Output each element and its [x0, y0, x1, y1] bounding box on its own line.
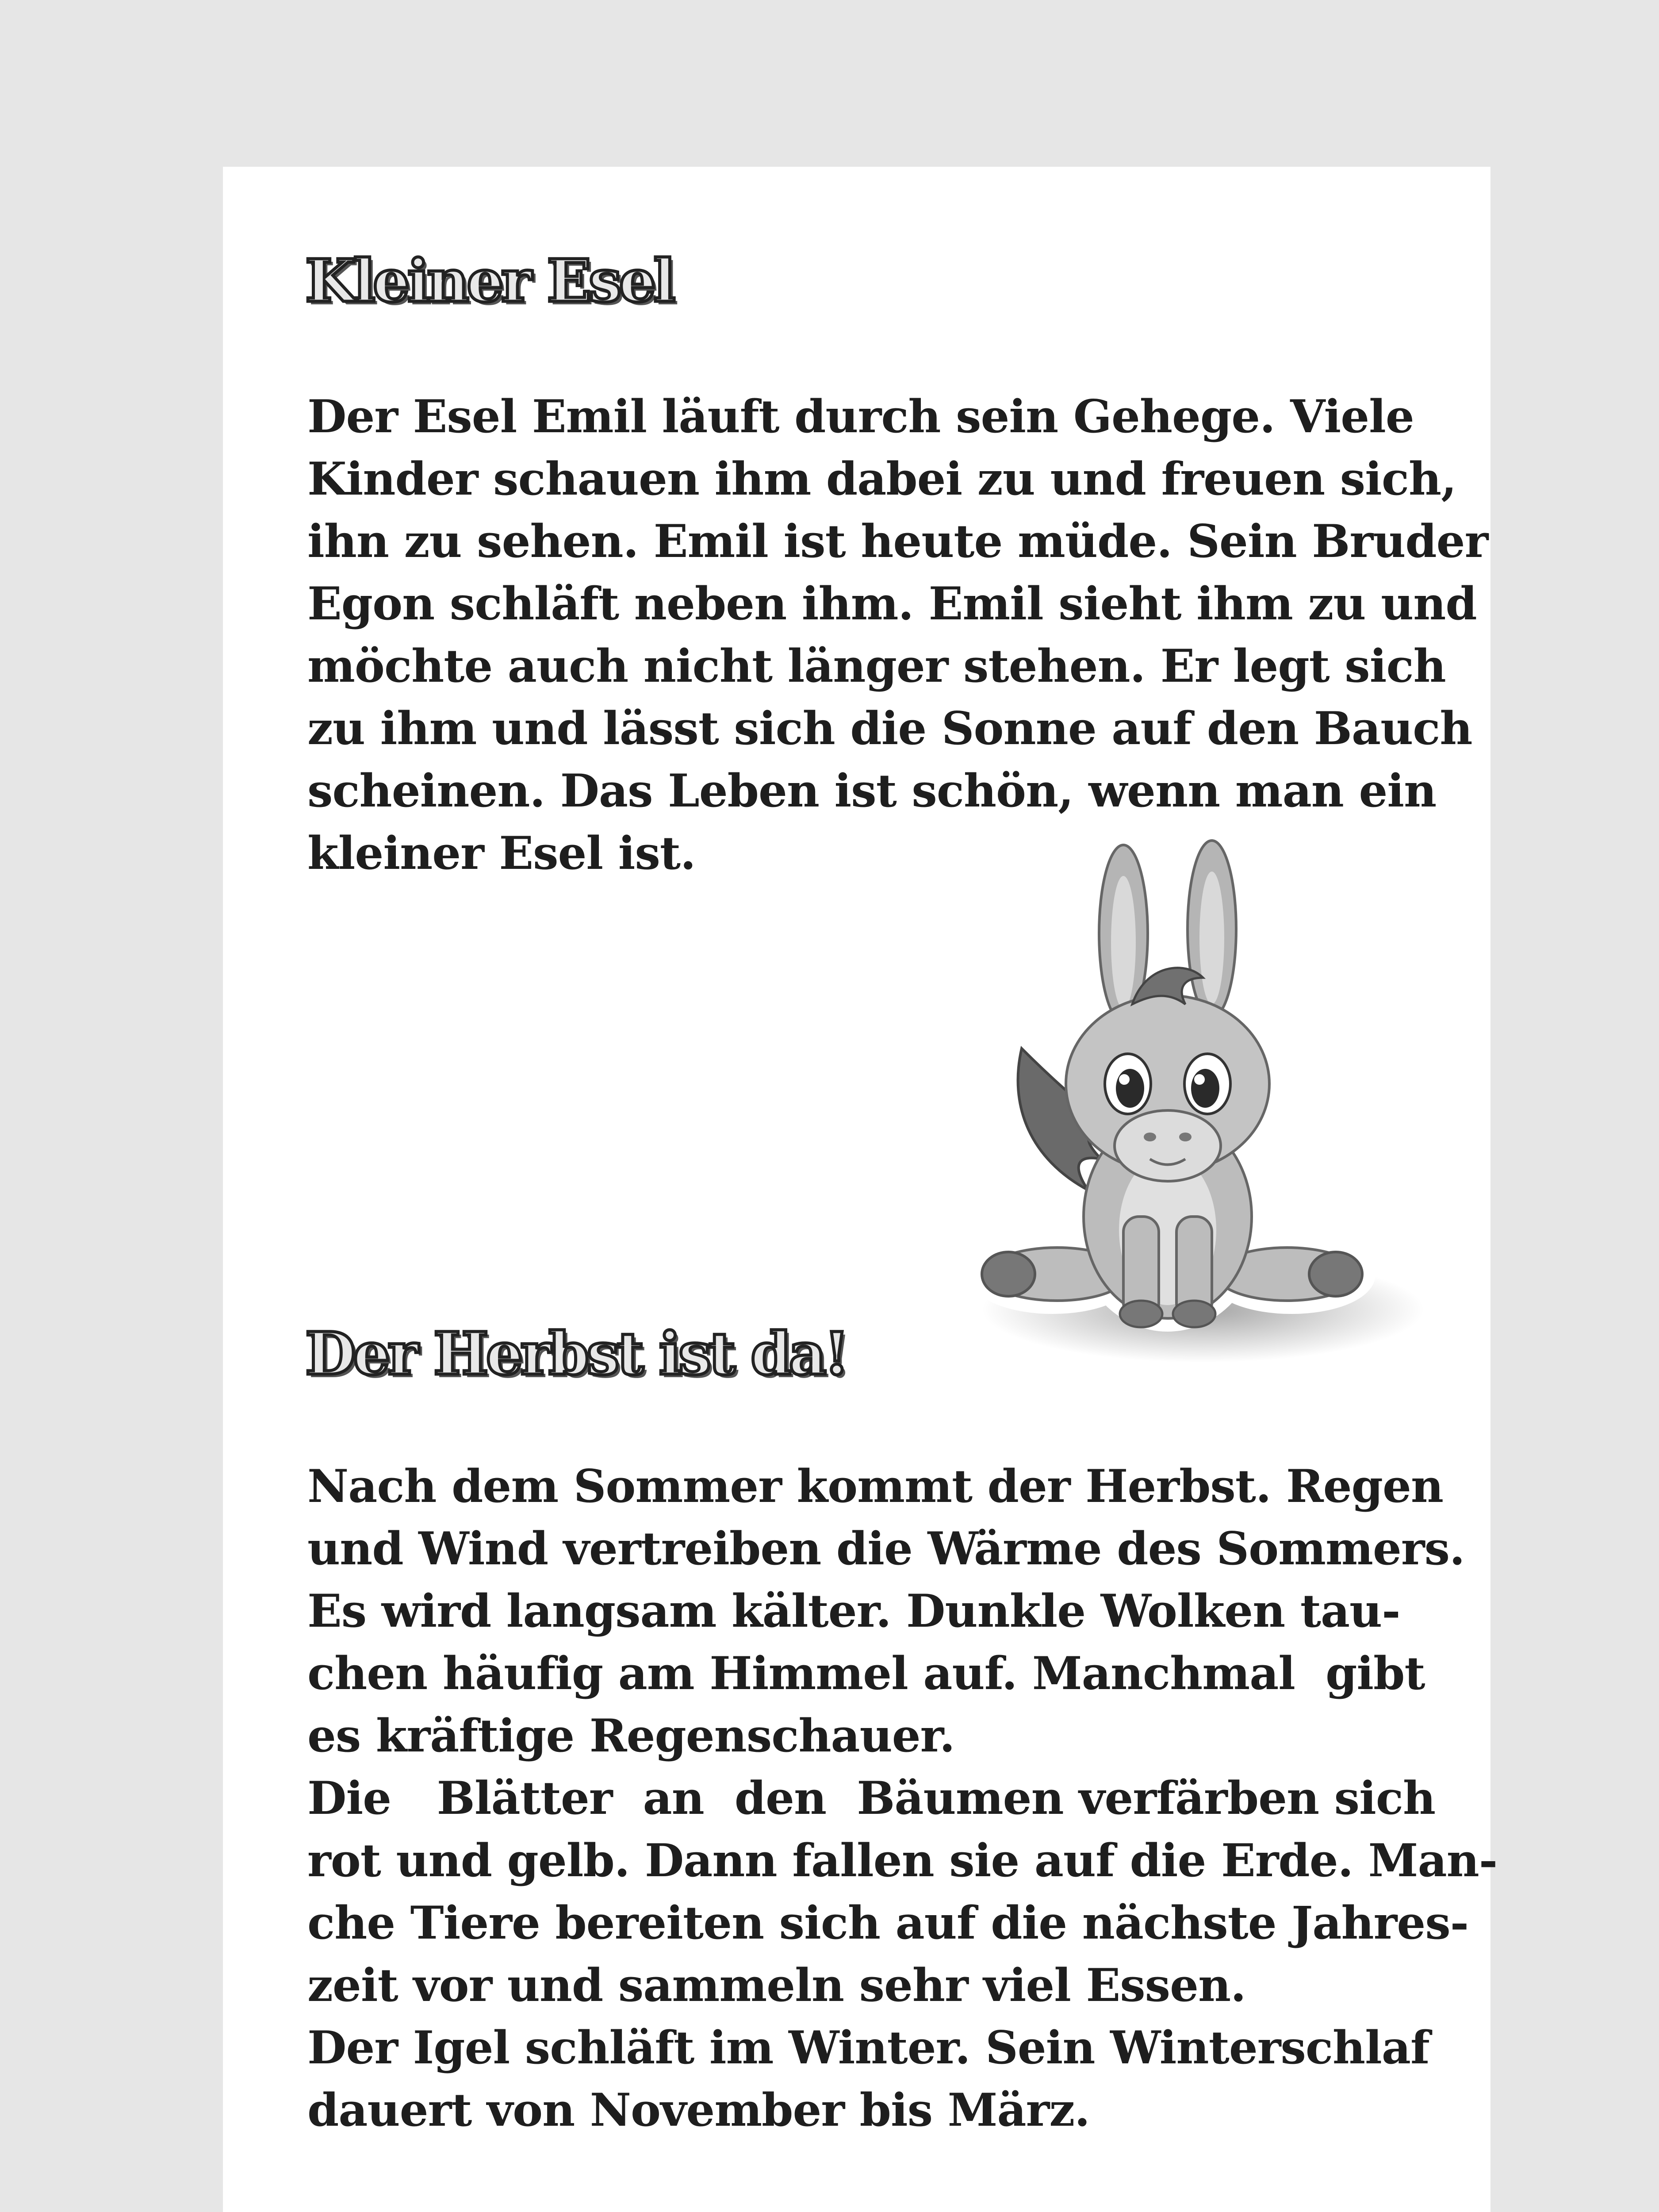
text-line: Es wird langsam kälter. Dunkle Wolken tau- [307, 1585, 1400, 1638]
text-line: Der Esel Emil läuft durch sein Gehege. Viele [307, 390, 1414, 443]
text-line: Nach dem Sommer kommt der Herbst. Regen [307, 1460, 1444, 1513]
text-line: rot und gelb. Dann fallen sie auf die Erde. Man- [307, 1834, 1498, 1887]
text-line: Kinder schauen ihm dabei zu und freuen sich, [307, 453, 1456, 506]
text-line: scheinen. Das Leben ist schön, wenn man ein [307, 764, 1437, 818]
section-title-herbst: Der Herbst ist da! [305, 1320, 847, 1388]
text-line: Der Igel schläft im Winter. Sein Winterschlaf [307, 2021, 1429, 2074]
text-line: möchte auch nicht länger stehen. Er legt sich [307, 640, 1446, 693]
text-line: und Wind vertreiben die Wärme des Sommers. [307, 1522, 1465, 1575]
paragraph-kleiner-esel [307, 386, 1488, 885]
text-line: Egon schläft neben ihm. Emil sieht ihm zu und [307, 577, 1477, 630]
text-line: chen häufig am Himmel auf. Manchmal gibt [307, 1647, 1425, 1700]
paragraph-herbst [307, 1455, 1497, 2142]
donkey-icon [955, 818, 1442, 1367]
text-line: che Tiere bereiten sich auf die nächste Jahres- [307, 1897, 1469, 1950]
section-title-kleiner-esel: Kleiner Esel [305, 247, 673, 315]
text-line: zeit vor und sammeln sehr viel Essen. [307, 1959, 1246, 2012]
text-line: Die Blätter an den Bäumen verfärben sich [307, 1772, 1436, 1825]
text-line: zu ihm und lässt sich die Sonne auf den Bauch [307, 702, 1472, 755]
text-line: es kräftige Regenschauer. [307, 1709, 955, 1763]
text-line: kleiner Esel ist. [307, 827, 696, 880]
text-line: ihn zu sehen. Emil ist heute müde. Sein Bruder [307, 515, 1488, 568]
text-line: dauert von November bis März. [307, 2084, 1090, 2137]
